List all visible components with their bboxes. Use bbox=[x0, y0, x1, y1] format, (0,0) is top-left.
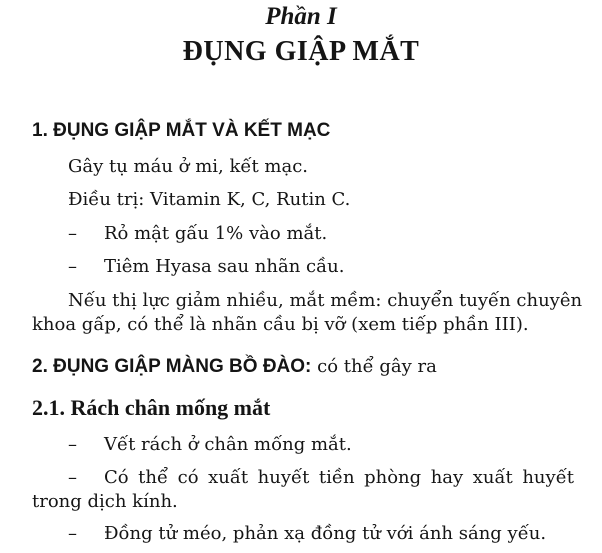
section-2-heading bbox=[32, 355, 437, 379]
bullet-dash: – bbox=[68, 467, 77, 488]
section-1-paragraph-3-line-2: khoa gấp, có thể là nhãn cầu bị vỡ (xem tiếp phần III). bbox=[32, 314, 529, 335]
chapter-title: ĐỤNG GIẬP MẮT bbox=[182, 36, 420, 67]
part-label: Phần I bbox=[265, 3, 337, 30]
bullet-dash: – bbox=[68, 523, 77, 544]
bullet-dash: – bbox=[68, 256, 77, 277]
subsection-2-1-item-3 bbox=[68, 522, 546, 546]
bullet-text: Rỏ mật gấu 1% vào mắt. bbox=[104, 223, 328, 244]
subsection-2-1-heading: 2.1. Rách chân mống mắt bbox=[32, 395, 271, 420]
subsection-2-1-item-2-continuation: trong dịch kính. bbox=[32, 491, 178, 512]
bullet-text: Tiêm Hyasa sau nhãn cầu. bbox=[104, 256, 345, 277]
section-1-bullet-1 bbox=[68, 222, 327, 246]
section-1-paragraph-2: Điều trị: Vitamin K, C, Rutin C. bbox=[68, 189, 351, 210]
section-1-heading: 1. ĐỤNG GIẬP MẮT VÀ KẾT MẠC bbox=[32, 120, 331, 141]
section-2-heading-label: 2. ĐỤNG GIẬP MÀNG BỒ ĐÀO: bbox=[32, 356, 312, 377]
subsection-2-1-item-1 bbox=[68, 433, 352, 457]
bullet-dash: – bbox=[68, 434, 77, 455]
section-1-bullet-2 bbox=[68, 255, 344, 279]
bullet-dash: – bbox=[68, 223, 77, 244]
section-1-paragraph-3-line-1: Nếu thị lực giảm nhiều, mắt mềm: chuyển tuyến chuyên bbox=[68, 290, 583, 311]
subsection-2-1-item-2 bbox=[68, 466, 574, 490]
section-2-heading-tail: có thể gây ra bbox=[311, 356, 437, 377]
bullet-text: Có thể có xuất huyết tiền phòng hay xuất huyết bbox=[104, 467, 574, 488]
bullet-text: Đồng tử méo, phản xạ đồng tử với ánh sáng yếu. bbox=[104, 523, 547, 544]
bullet-text: Vết rách ở chân mống mắt. bbox=[104, 434, 352, 455]
section-1-paragraph-1: Gây tụ máu ở mi, kết mạc. bbox=[68, 156, 309, 177]
